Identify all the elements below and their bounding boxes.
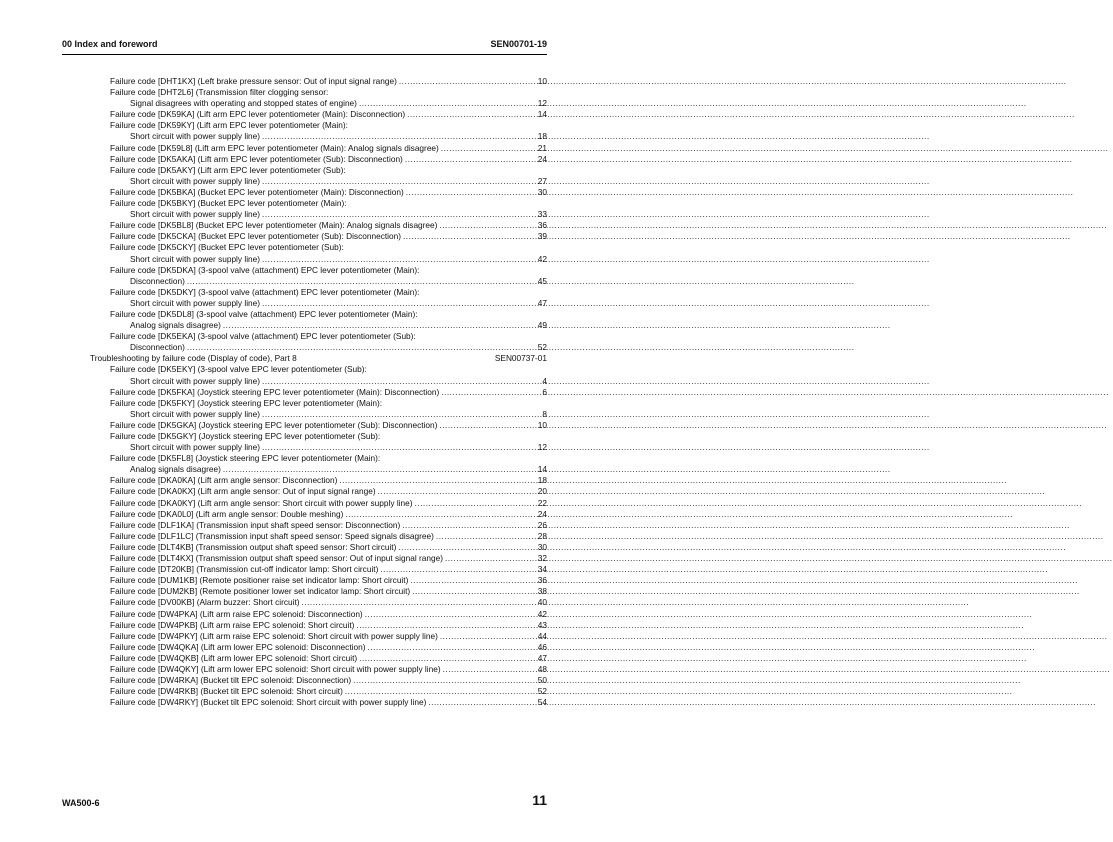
toc-page-number: 22 (537, 497, 547, 508)
toc-page-number: 50 (537, 675, 547, 686)
dot-leader (223, 464, 531, 475)
dot-leader (412, 586, 531, 597)
toc-section-heading (90, 353, 547, 364)
toc-entry-text: Failure code [DW4PKA] (Lift arm raise EPC solenoid: Disconnection) (110, 608, 363, 619)
toc-entry (90, 509, 547, 520)
toc-entry-text: Short circuit with power supply line) (130, 209, 261, 220)
toc-entry-text: Failure code [DHT2L6] (Transmission filter clogging sensor: (110, 87, 329, 98)
dot-leader (262, 376, 531, 387)
toc-entry (90, 342, 547, 353)
toc-page-number: 52 (537, 686, 547, 697)
toc-entry-continued (90, 364, 547, 375)
toc-entry-text: Failure code [DW4PKB] (Lift arm raise EPC solenoid: Short circuit) (110, 619, 355, 630)
dot-leader (407, 109, 531, 120)
toc-entry-text: Failure code [DW4PKY] (Lift arm raise EPC solenoid: Short circuit with power supply line) (110, 630, 438, 641)
toc-entry (90, 131, 547, 142)
toc-entry-text: Short circuit with power supply line) (130, 408, 261, 419)
toc-page-number: 43 (537, 619, 547, 630)
toc-entry-text: Failure code [DLF1KA] (Transmission input shaft speed sensor: Disconnection) (110, 519, 401, 530)
toc-entry (90, 498, 547, 509)
toc-entry-text: Failure code [DW4RKA] (Bucket tilt EPC solenoid: Disconnection) (110, 675, 352, 686)
toc-page-number: 47 (537, 652, 547, 663)
toc-page-number: 48 (537, 663, 547, 674)
toc-entry (90, 187, 547, 198)
toc-entry-text: Failure code [DK5GKA] (Joystick steering EPC lever potentiometer (Sub): Disconnection) (110, 419, 438, 430)
toc-page-number: 42 (537, 608, 547, 619)
toc-entry-continued (90, 287, 547, 298)
toc-entry (90, 76, 547, 87)
toc-entry (90, 586, 547, 597)
toc-page-number: 8 (542, 408, 547, 419)
dot-leader (439, 420, 531, 431)
toc-entry-continued (90, 309, 547, 320)
toc-entry-continued (90, 453, 547, 464)
header-section-title: 00 Index and foreword (62, 39, 158, 49)
dot-leader (223, 320, 531, 331)
footer-model: WA500-6 (62, 798, 100, 808)
toc-entry (90, 575, 547, 586)
toc-entry-text: Failure code [DK5DKA] (3-spool valve (attachment) EPC lever potentiometer (Main): (110, 264, 420, 275)
dot-leader (443, 664, 531, 675)
dot-leader (439, 220, 531, 231)
toc-entry-continued (90, 431, 547, 442)
dot-leader (359, 98, 531, 109)
toc-entry-text: Failure code [DKA0KX] (Lift arm angle sensor: Out of input signal range) (110, 486, 376, 497)
dot-leader (428, 697, 531, 708)
toc-entry-text: Analog signals disagree) (130, 464, 221, 475)
dot-leader (440, 631, 531, 642)
toc-entry-text: Failure code [DK59KY] (Lift arm EPC lever potentiometer (Main): (110, 120, 348, 131)
toc-entry-text: Failure code [DUM2KB] (Remote positioner lower set indicator lamp: Short circuit) (110, 586, 411, 597)
toc-page-number: 4 (542, 375, 547, 386)
toc-page-number: 10 (537, 76, 547, 86)
toc-entry (90, 609, 547, 620)
dot-leader (367, 642, 531, 653)
toc-entry-text: Failure code [DK59KA] (Lift arm EPC lever potentiometer (Main): Disconnection) (110, 109, 406, 120)
toc-entry (90, 553, 547, 564)
toc-page-number: 34 (537, 564, 547, 575)
dot-leader (436, 531, 531, 542)
toc-entry-text: Failure code [DHT1KX] (Left brake pressure sensor: Out of input signal range) (110, 76, 397, 86)
dot-leader (441, 387, 531, 398)
toc-page-number: 47 (537, 297, 547, 308)
toc-entry-text: Failure code [DK5AKY] (Lift arm EPC lever potentiometer (Sub): (110, 164, 346, 175)
toc-entry-continued (90, 87, 547, 98)
page-header (62, 39, 547, 49)
toc-entry (90, 542, 547, 553)
dot-leader (399, 76, 531, 87)
toc-page-number: 28 (537, 530, 547, 541)
toc-entry (90, 486, 547, 497)
toc-page-number: 30 (537, 541, 547, 552)
header-document-code: SEN00701-19 (490, 39, 547, 49)
toc-entry-text: Failure code [DK5GKY] (Joystick steering EPC lever potentiometer (Sub): (110, 431, 381, 441)
toc-entry-continued (90, 198, 547, 209)
toc-entry-text: Short circuit with power supply line) (130, 375, 261, 386)
toc-page-number: 46 (537, 641, 547, 652)
toc-page-number: 33 (537, 209, 547, 220)
toc-page-number: 14 (537, 464, 547, 475)
dot-leader (262, 176, 531, 187)
dot-leader (356, 620, 531, 631)
toc-entry (90, 531, 547, 542)
toc-page-number: 10 (537, 419, 547, 430)
dot-leader (365, 609, 531, 620)
toc-entry (90, 675, 547, 686)
dot-leader (406, 187, 531, 198)
toc-entry (90, 98, 547, 109)
toc-entry-continued (90, 265, 547, 276)
toc-entry-text: Failure code [DLT4KX] (Transmission output shaft speed sensor: Out of input signal range) (110, 553, 443, 564)
toc-entry-continued (90, 165, 547, 176)
toc-section-title: Troubleshooting by failure code (Display of code), Part 8 (90, 353, 297, 364)
toc-entry (90, 420, 547, 431)
toc-entry-text: Short circuit with power supply line) (130, 175, 261, 186)
toc-entry (90, 231, 547, 242)
dot-leader (262, 131, 531, 142)
toc-entry-continued (90, 331, 547, 342)
toc-entry-text: Disconnection) (130, 342, 185, 353)
toc-entry (90, 564, 547, 575)
toc-entry (90, 209, 547, 220)
dot-leader (262, 209, 531, 220)
toc-page-number: 24 (537, 153, 547, 164)
toc-entry (90, 254, 547, 265)
toc-entry (90, 664, 547, 675)
dot-leader (405, 154, 531, 165)
dot-leader (441, 143, 531, 154)
toc-entry-text: Analog signals disagree) (130, 320, 221, 331)
toc-entry-text: Failure code [DT20KB] (Transmission cut-off indicator lamp: Short circuit) (110, 564, 379, 575)
toc-entry (90, 475, 547, 486)
toc-entry-text: Failure code [DW4QKB] (Lift arm lower EPC solenoid: Short circuit) (110, 652, 358, 663)
dot-leader (339, 475, 531, 486)
dot-leader (262, 298, 531, 309)
toc-page-number: 26 (537, 519, 547, 530)
toc-entry (90, 597, 547, 608)
toc-entry-text: Failure code [DK5CKY] (Bucket EPC lever potentiometer (Sub): (110, 242, 344, 253)
toc-page-number: 20 (537, 486, 547, 497)
dot-leader (353, 675, 531, 686)
toc-page-number: 36 (537, 220, 547, 231)
toc-entry-text: Failure code [DK5BKA] (Bucket EPC lever potentiometer (Main): Disconnection) (110, 186, 404, 197)
toc-entry-text: Failure code [DK5FKA] (Joystick steering EPC lever potentiometer (Main): Disconnection) (110, 386, 440, 397)
toc-page-number: 21 (537, 142, 547, 153)
dot-leader (187, 342, 531, 353)
toc-entry-text: Failure code [DK5DKY] (3-spool valve (attachment) EPC lever potentiometer (Main): (110, 286, 420, 297)
dot-leader (403, 231, 531, 242)
toc-page-number: 12 (537, 442, 547, 453)
toc-entry (90, 464, 547, 475)
toc-page-number: 30 (537, 186, 547, 197)
dot-leader (359, 653, 531, 664)
toc-entry-text: Failure code [DW4QKY] (Lift arm lower EPC solenoid: Short circuit with power supply line) (110, 663, 441, 674)
dot-leader (262, 254, 531, 265)
toc-entry (90, 686, 547, 697)
toc-entry (90, 220, 547, 231)
toc-entry-text: Failure code [DK5AKA] (Lift arm EPC lever potentiometer (Sub): Disconnection) (110, 153, 403, 164)
dot-leader (398, 542, 531, 553)
toc-entry-text: Failure code [DKA0KY] (Lift arm angle sensor: Short circuit with power supply line) (110, 497, 413, 508)
toc-entry-text: Failure code [DKA0L0] (Lift arm angle sensor: Double meshing) (110, 508, 344, 519)
toc-entry (90, 143, 547, 154)
toc-entry-continued (90, 120, 547, 131)
toc-entry (90, 298, 547, 309)
dot-leader (302, 597, 531, 608)
dot-leader (345, 509, 531, 520)
toc-page-number: 52 (537, 342, 547, 353)
toc-entry-text: Short circuit with power supply line) (130, 442, 261, 453)
toc-entry-text: Failure code [DK5EKY] (3-spool valve EPC lever potentiometer (Sub): (110, 364, 367, 375)
toc-entry-text: Failure code [DW4QKA] (Lift arm lower EPC solenoid: Disconnection) (110, 641, 366, 652)
toc-entry-text: Failure code [DK5CKA] (Bucket EPC lever potentiometer (Sub): Disconnection) (110, 231, 401, 242)
toc-entry-text: Failure code [DK5EKA] (3-spool valve (attachment) EPC lever potentiometer (Sub): (110, 331, 416, 342)
toc-entry-text: Disconnection) (130, 275, 185, 286)
toc-entry (90, 276, 547, 287)
toc-entry (90, 376, 547, 387)
footer-page-number: 11 (532, 792, 547, 808)
toc-entry-text: Failure code [DUM1KB] (Remote positioner raise set indicator lamp: Short circuit) (110, 575, 409, 586)
toc-entry-text: Short circuit with power supply line) (130, 297, 261, 308)
toc-page-number: 44 (537, 630, 547, 641)
toc-entry-text: Failure code [DK5BKY] (Bucket EPC lever potentiometer (Main): (110, 198, 347, 209)
toc-page-number: 24 (537, 508, 547, 519)
toc-entry (90, 642, 547, 653)
toc-entry-continued (90, 398, 547, 409)
toc-entry (90, 387, 547, 398)
toc-page-number: 40 (537, 597, 547, 608)
toc-page-number: 32 (537, 553, 547, 564)
toc-section-code: SEN00737-01 (494, 353, 547, 364)
dot-leader (415, 498, 531, 509)
toc-entry-text: Failure code [DW4RKB] (Bucket tilt EPC solenoid: Short circuit) (110, 686, 343, 697)
toc-page-number: 6 (542, 386, 547, 397)
toc-entry (90, 697, 547, 708)
toc-entry (90, 109, 547, 120)
toc-page-number: 27 (537, 175, 547, 186)
dot-leader (345, 686, 531, 697)
dot-leader (410, 575, 531, 586)
toc-entry-text: Signal disagrees with operating and stopped states of engine) (130, 98, 357, 109)
toc-entry-text: Failure code [DK5FL8] (Joystick steering EPC lever potentiometer (Main): (110, 453, 381, 464)
toc-entry-text: Failure code [DLF1LC] (Transmission input shaft speed sensor: Speed signals disagree) (110, 530, 434, 541)
toc-entry-text: Short circuit with power supply line) (130, 253, 261, 264)
toc-entry-text: Failure code [DK59L8] (Lift arm EPC lever potentiometer (Main): Analog signals disagree) (110, 142, 439, 153)
toc-entry-text: Failure code [DK5DL8] (3-spool valve (attachment) EPC lever potentiometer (Main): (110, 308, 418, 319)
toc-page-number: 18 (537, 475, 547, 486)
toc-entry (90, 320, 547, 331)
toc-entry-text: Failure code [DK5BL8] (Bucket EPC lever potentiometer (Main): Analog signals disagree) (110, 220, 438, 231)
toc-entry (90, 442, 547, 453)
toc-entry (90, 154, 547, 165)
table-of-contents (90, 76, 547, 708)
dot-leader (445, 553, 531, 564)
toc-entry (90, 409, 547, 420)
toc-page-number: 42 (537, 253, 547, 264)
toc-page-number: 36 (537, 575, 547, 586)
toc-entry-text: Failure code [DLT4KB] (Transmission output shaft speed sensor: Short circuit) (110, 541, 397, 552)
dot-leader (380, 564, 531, 575)
toc-entry-text: Failure code [DW4RKY] (Bucket tilt EPC solenoid: Short circuit with power supply line) (110, 697, 427, 708)
toc-entry-text: Failure code [DK5FKY] (Joystick steering EPC lever potentiometer (Main): (110, 397, 383, 408)
toc-entry (90, 631, 547, 642)
dot-leader (262, 409, 531, 420)
toc-entry (90, 520, 547, 531)
toc-page-number: 45 (537, 275, 547, 286)
toc-entry-text: Failure code [DKA0KA] (Lift arm angle sensor: Disconnection) (110, 475, 338, 486)
header-divider (62, 54, 547, 55)
dot-leader (187, 276, 531, 287)
toc-page-number: 18 (537, 131, 547, 142)
toc-page-number: 54 (537, 697, 547, 708)
dot-leader (402, 520, 531, 531)
toc-entry-continued (90, 242, 547, 253)
toc-page-number: 14 (537, 109, 547, 120)
toc-entry-text: Failure code [DV00KB] (Alarm buzzer: Short circuit) (110, 597, 300, 608)
toc-page-number: 12 (537, 98, 547, 109)
toc-entry (90, 176, 547, 187)
dot-leader (378, 486, 531, 497)
toc-entry-text: Short circuit with power supply line) (130, 131, 261, 142)
toc-page-number: 39 (537, 231, 547, 242)
toc-page-number: 38 (537, 586, 547, 597)
dot-leader (262, 442, 531, 453)
toc-entry (90, 653, 547, 664)
toc-page-number: 49 (537, 320, 547, 331)
toc-entry (90, 620, 547, 631)
